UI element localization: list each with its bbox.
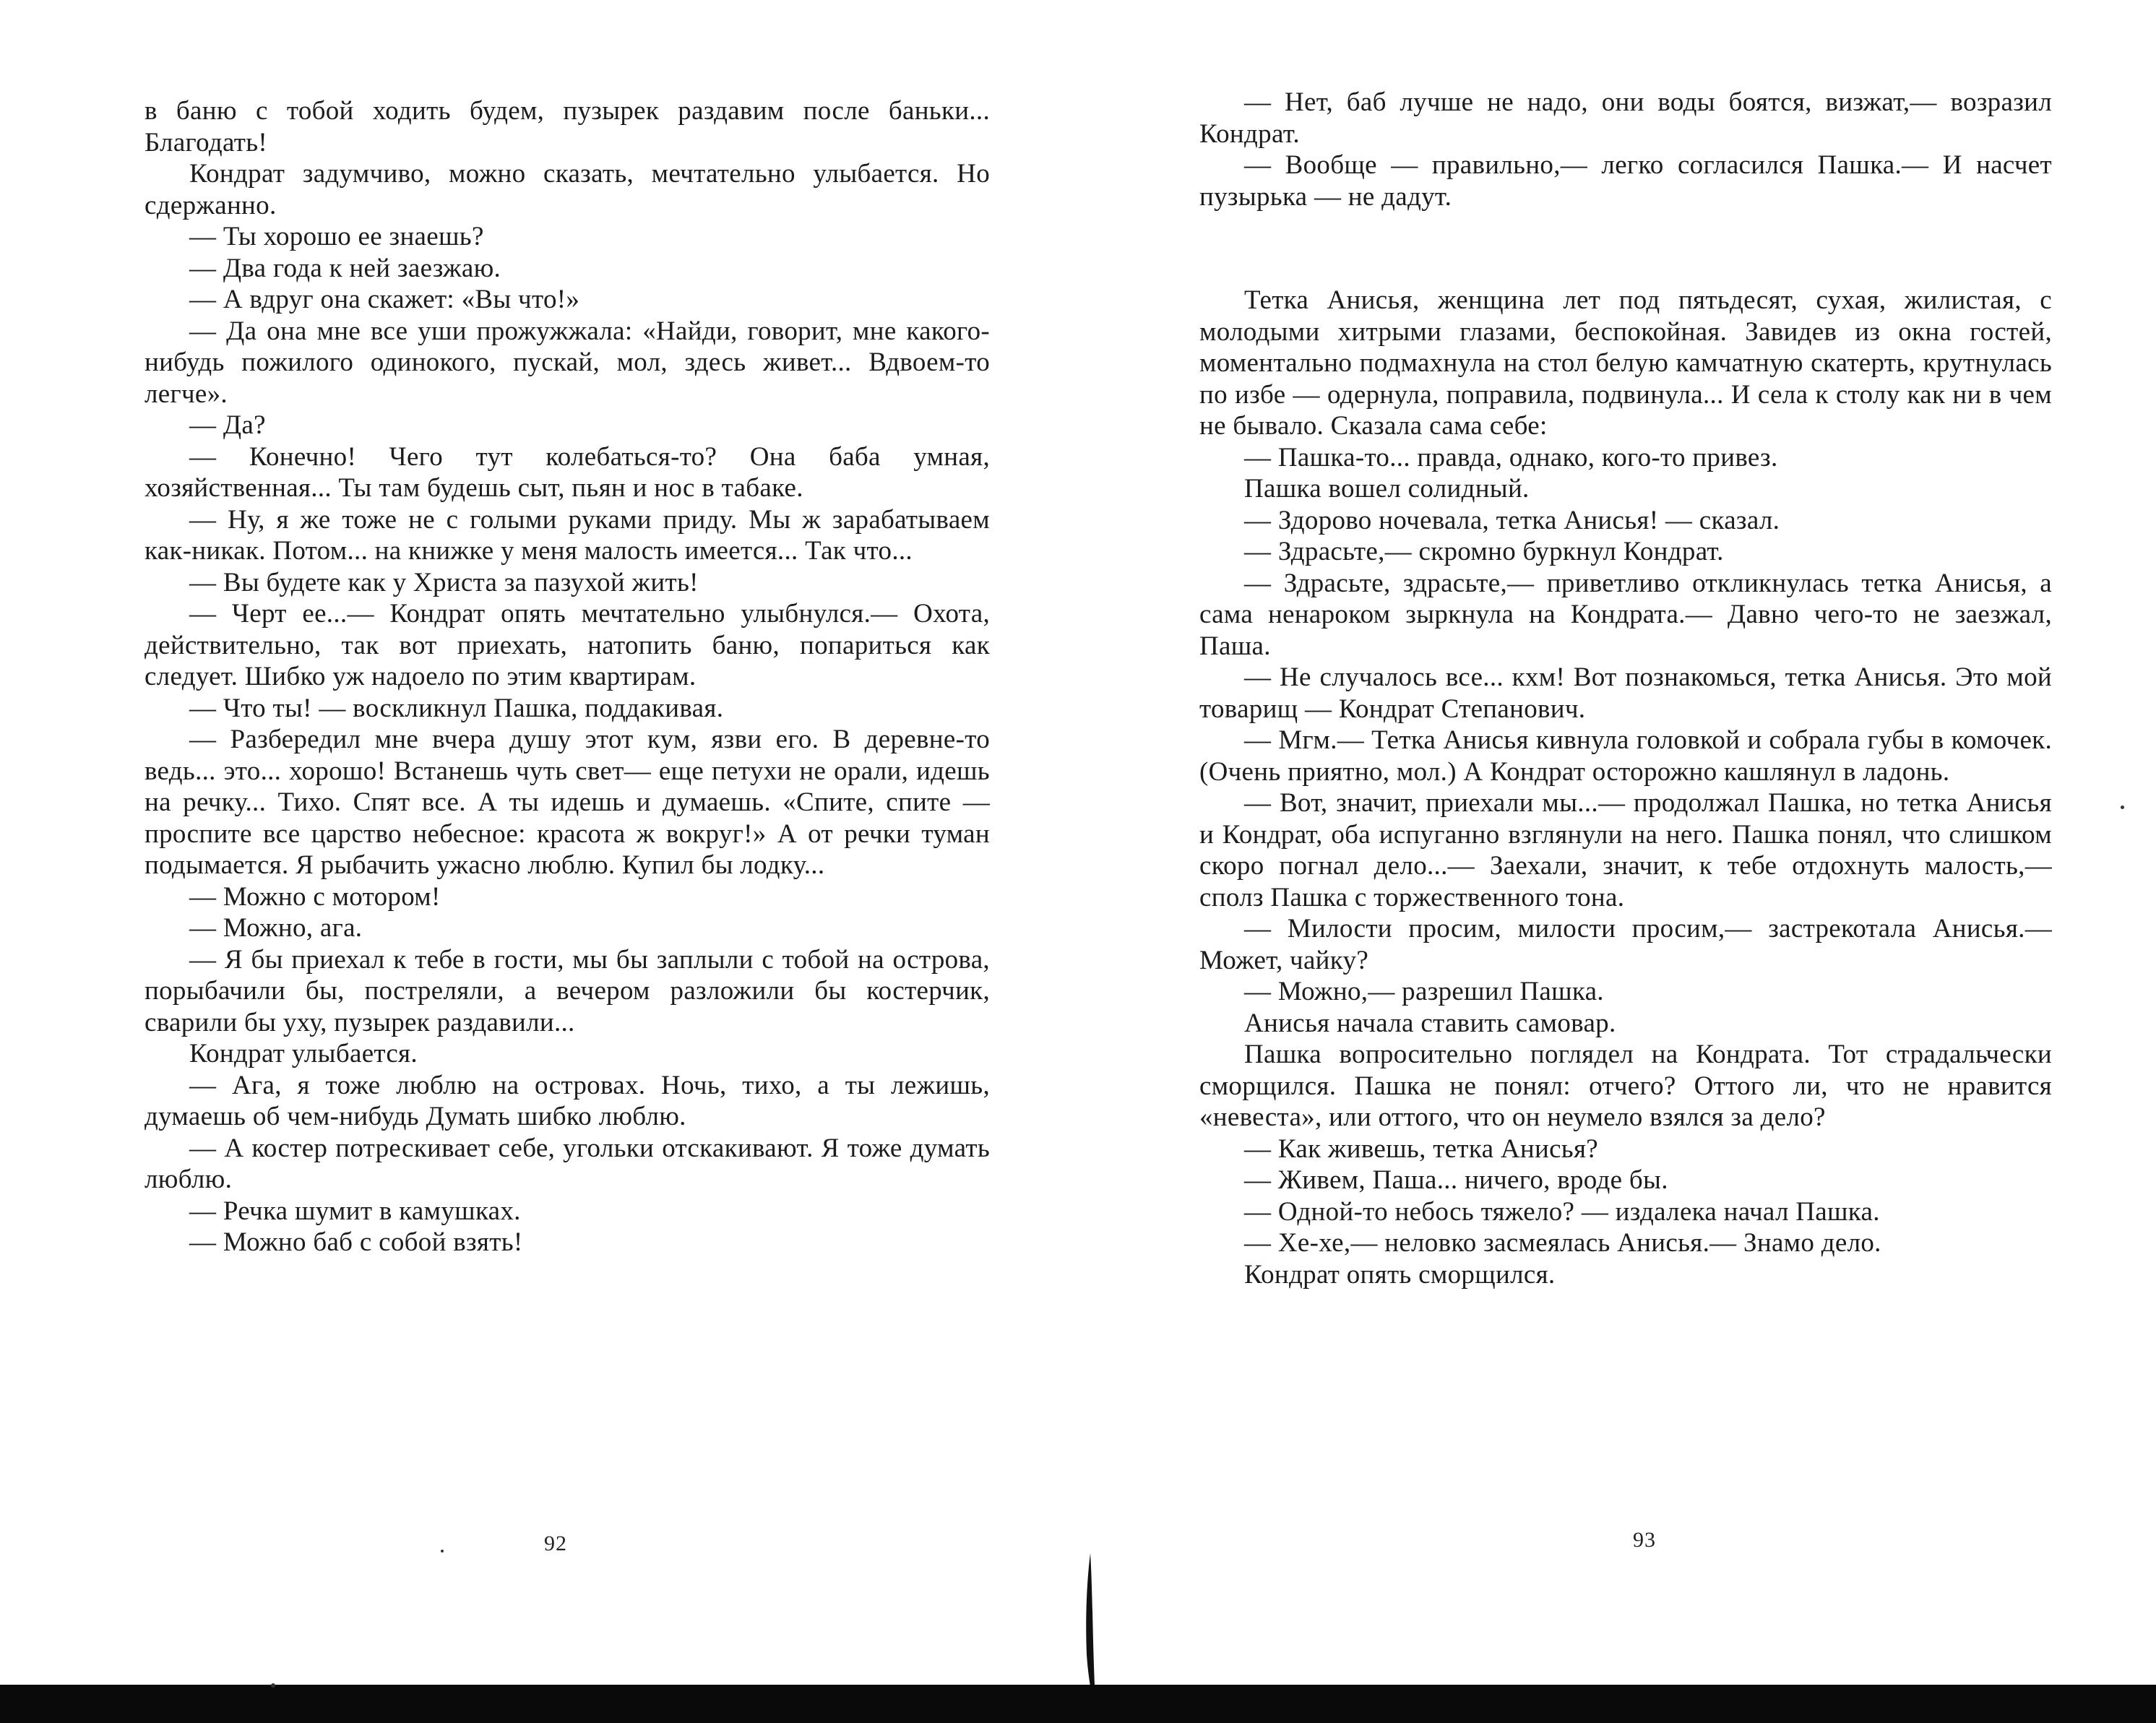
paragraph: — Живем, Паша... ничего, вроде бы. (1244, 1165, 1668, 1195)
paragraph: Кондрат улыбается. (189, 1039, 418, 1068)
right-page-text (1199, 87, 2052, 1290)
scan-speck (271, 1683, 275, 1688)
left-page-text (145, 95, 990, 1258)
paragraph: — Здорово ночевала, тетка Анисья! — сказал. (1244, 505, 1780, 535)
paragraph: — Я бы приехал к тебе в гости, мы бы заплыли с тобой на острова, порыбачили бы, постреляли, а вечером разложили бы костерчик, сварили бы уху, пузырек раздавили... (145, 944, 990, 1037)
paragraph: в баню с тобой ходить будем, пузырек раздавим после баньки... Благодать! (145, 96, 990, 157)
paragraph: — Здрасьте, здрасьте,— приветливо откликнулась тетка Анисья, а сама ненароком зыркнула на Кондрата.— Давно чего-то не заезжал, Паша. (1199, 568, 2052, 661)
page-number-right: 93 (1633, 1528, 1656, 1552)
paragraph: — Черт ее...— Кондрат опять мечтательно улыбнулся.— Охота, действительно, так вот приехать, натопить баню, попариться как следует. Шибко уж надоело по этим квартирам. (145, 599, 990, 691)
paragraph: — Ну, я же тоже не с голыми руками приду. Мы ж зарабатываем как-никак. Потом... на книжке у меня малость имеется... Так что... (145, 504, 990, 566)
paragraph: Кондрат опять сморщился. (1244, 1259, 1556, 1290)
paragraph: — Одной-то небось тяжело? — издалека начал Пашка. (1244, 1196, 1880, 1227)
paragraph: — Пашка-то... правда, однако, кого-то привез. (1244, 442, 1778, 472)
paragraph: — А вдруг она скажет: «Вы что!» (189, 285, 580, 314)
binding-gutter-mark (1084, 1553, 1097, 1698)
paragraph: — Здрасьте,— скромно буркнул Кондрат. (1244, 537, 1724, 566)
paragraph: — Можно баб с собой взять! (189, 1227, 523, 1257)
paragraph: — Разбередил мне вчера душу этот кум, язви его. В деревне-то ведь... это... хорошо! Встанешь чуть свет— еще петухи не орали, идешь на речку... Тихо. Спят все. А ты идешь и думаешь. «Спите, спите — проспите все царство небесное: красота ж вокруг!» А от речки туман подымается. Я рыбачить ужасно люблю. Купил бы лодку... (145, 725, 990, 880)
paragraph: — Да она мне все уши прожужжала: «Найди, говорит, мне какого-нибудь пожилого одинокого, пускай, мол, здесь живет... Вдвоем-то легче». (145, 316, 990, 409)
paragraph: Пашка вошел солидный. (1244, 474, 1530, 504)
paragraph: — Можно, ага. (189, 913, 363, 943)
paragraph: — Что ты! — воскликнул Пашка, поддакивая. (189, 693, 724, 723)
paragraph: — Можно с мотором! (189, 881, 441, 912)
paragraph: — Конечно! Чего тут колебаться-то? Она баба умная, хозяйственная... Ты там будешь сыт, пьян и нос в табаке. (145, 441, 990, 503)
paragraph: — Мгм.— Тетка Анисья кивнула головкой и собрала губы в комочек. (Очень приятно, мол.) А Кондрат осторожно кашлянул в ладонь. (1199, 725, 2052, 787)
paragraph: — Можно,— разрешил Пашка. (1244, 977, 1604, 1006)
paragraph: — Как живешь, тетка Анисья? (1244, 1133, 1599, 1164)
page-number-left: 92 (544, 1532, 567, 1555)
scan-bottom-edge (0, 1685, 2156, 1723)
paragraph: — Милости просим, милости просим,— застрекотала Анисья.— Может, чайку? (1199, 914, 2052, 975)
paragraph: — Вообще — правильно,— легко согласился Пашка.— И насчет пузырька — не дадут. (1199, 150, 2052, 212)
section-break (1199, 212, 2052, 285)
paragraph: — Ага, я тоже люблю на островах. Ночь, тихо, а ты лежишь, думаешь об чем-нибудь Думать шибко люблю. (145, 1070, 990, 1131)
paragraph: — Да? (189, 410, 266, 440)
right-page-text-after-break (1199, 285, 2052, 1290)
paragraph: — А костер потрескивает себе, угольки отскакивают. Я тоже думать люблю. (145, 1133, 990, 1194)
paragraph: Анисья начала ставить самовар. (1244, 1008, 1616, 1038)
paragraph: Тетка Анисья, женщина лет под пятьдесят, сухая, жилистая, с молодыми хитрыми глазами, беспокойная. Завидев из окна гостей, моментально подмахнула на стол белую камчатную скатерть, крутнулась по избе — одернула, поправила, подвинула... И села к столу как ни в чем не бывало. Сказала сама себе: (1199, 285, 2052, 441)
paragraph: — Два года к ней заезжаю. (189, 253, 501, 283)
right-page-text-before-break (1199, 87, 2052, 212)
scan-speck (2121, 806, 2124, 809)
paragraph: — Нет, баб лучше не надо, они воды боятся, визжат,— возразил Кондрат. (1199, 87, 2052, 149)
paragraph: Кондрат задумчиво, можно сказать, мечтательно улыбается. Но сдержанно. (145, 159, 990, 220)
paragraph: — Речка шумит в камушках. (189, 1196, 521, 1226)
paragraph: Пашка вопросительно поглядел на Кондрата. Тот страдальчески сморщился. Пашка не понял: отчего? Оттого ли, что не нравится «невеста», или оттого, что он неумело взялся за дело? (1199, 1040, 2052, 1132)
paragraph: — Хе-хе,— неловко засмеялась Анисья.— Знамо дело. (1244, 1228, 1881, 1258)
paragraph: — Вот, значит, приехали мы...— продолжал Пашка, но тетка Анисья и Кондрат, оба испуганно взглянули на него. Пашка понял, что слишком скоро погнал дело...— Заехали, значит, к тебе отдохнуть малость,— сполз Пашка с торжественного тона. (1199, 788, 2052, 912)
right-page (1199, 0, 2052, 1723)
left-page (145, 0, 990, 1723)
paragraph: — Вы будете как у Христа за пазухой жить! (189, 567, 699, 597)
paragraph: — Не случалось все... кхм! Вот познакомься, тетка Анисья. Это мой товарищ — Кондрат Степанович. (1199, 662, 2052, 724)
scan-speck (441, 1550, 444, 1553)
paragraph: — Ты хорошо ее знаешь? (189, 222, 484, 251)
